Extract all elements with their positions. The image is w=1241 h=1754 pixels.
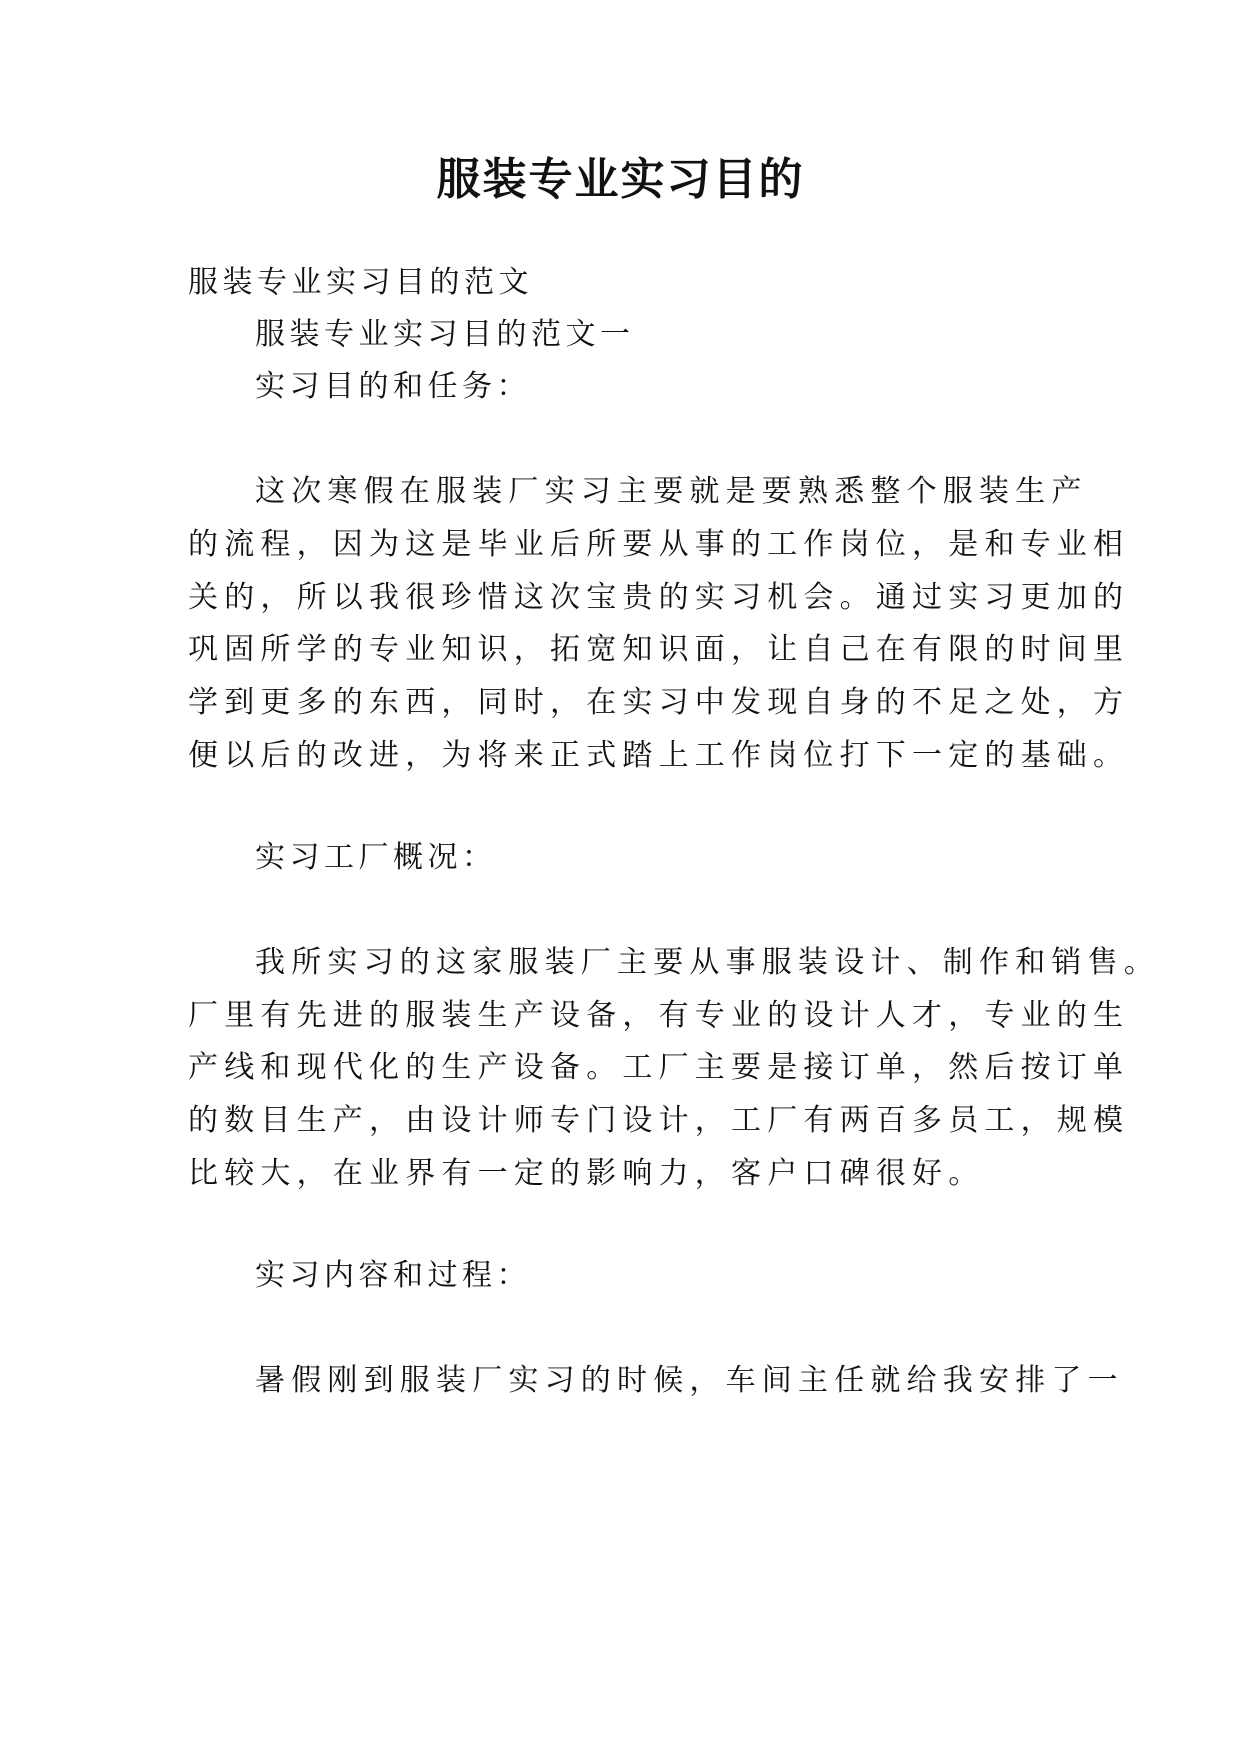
factory-line: 厂里有先进的服装生产设备，有专业的设计人才，专业的生 (188, 998, 1130, 1033)
document-title: 服装专业实习目的 (436, 154, 805, 205)
factory-line: 的数目生产，由设计师专门设计，工厂有两百多员工，规模 (188, 1103, 1130, 1138)
factory-line: 产线和现代化的生产设备。工厂主要是接订单，然后按订单 (188, 1050, 1130, 1085)
factory-line: 比较大，在业界有一定的影响力，客户口碑很好。 (188, 1156, 985, 1191)
purpose-line: 的流程，因为这是毕业后所要从事的工作岗位，是和专业相 (188, 527, 1130, 562)
document-subtitle: 服装专业实习目的范文 (188, 265, 533, 300)
factory-line: 我所实习的这家服装厂主要从事服装设计、制作和销售。 (255, 945, 1160, 980)
purpose-line: 巩固所学的专业知识，拓宽知识面，让自己在有限的时间里 (188, 632, 1130, 667)
purpose-heading: 实习目的和任务： (255, 369, 531, 404)
section-title: 服装专业实习目的范文一 (255, 317, 635, 352)
content-line: 暑假刚到服装厂实习的时候，车间主任就给我安排了一 (255, 1363, 1124, 1398)
purpose-line: 关的，所以我很珍惜这次宝贵的实习机会。通过实习更加的 (188, 580, 1130, 615)
purpose-line: 这次寒假在服装厂实习主要就是要熟悉整个服装生产 (255, 474, 1088, 509)
purpose-line: 便以后的改进，为将来正式踏上工作岗位打下一定的基础。 (188, 738, 1130, 773)
factory-heading: 实习工厂概况： (255, 840, 497, 875)
content-heading: 实习内容和过程： (255, 1258, 531, 1293)
purpose-line: 学到更多的东西，同时，在实习中发现自身的不足之处，方 (188, 685, 1130, 720)
